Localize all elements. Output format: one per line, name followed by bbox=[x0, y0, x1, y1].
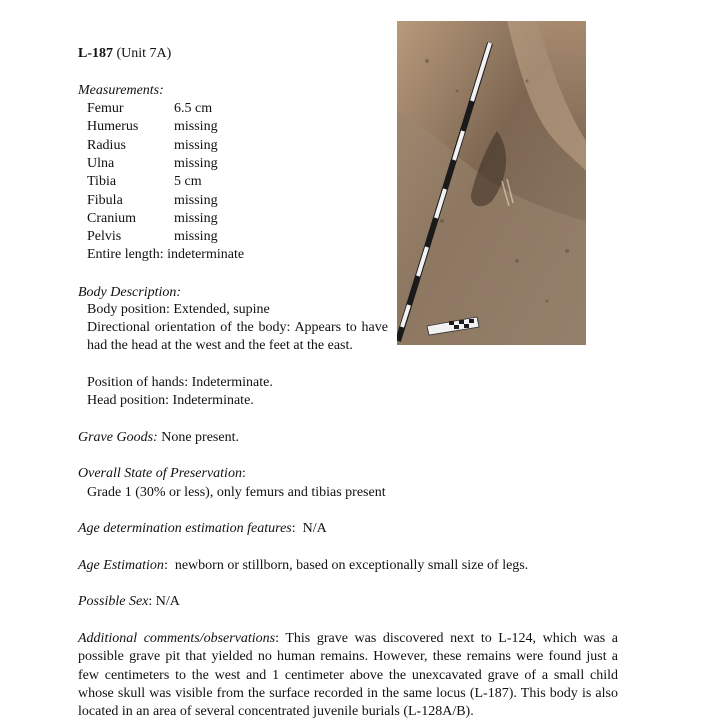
measurement-bone: Ulna bbox=[87, 156, 115, 171]
age-features-label: Age determination estimation features bbox=[78, 521, 292, 536]
measurement-value: 6.5 cm bbox=[174, 101, 213, 116]
head-position: Head position: Indeterminate. bbox=[87, 393, 254, 408]
locus-id: L-187 bbox=[78, 46, 113, 61]
unit-label: (Unit 7A) bbox=[116, 46, 172, 61]
preservation-value: Grade 1 (30% or less), only femurs and tibias present bbox=[87, 485, 386, 500]
comments-label: Additional comments/observations bbox=[78, 631, 276, 646]
grave-goods-label: Grave Goods: bbox=[78, 430, 158, 445]
age-estimation bbox=[78, 557, 528, 575]
age-estimation-value: : newborn or stillborn, based on exceptionally small size of legs. bbox=[163, 558, 529, 573]
measurement-value: missing bbox=[174, 138, 218, 153]
measurements-heading: Measurements: bbox=[78, 83, 164, 98]
preservation-colon: : bbox=[241, 466, 246, 481]
measurement-bone: Humerus bbox=[87, 119, 139, 134]
measurement-bone: Fibula bbox=[87, 193, 123, 208]
possible-sex bbox=[78, 593, 180, 611]
hands-position: Position of hands: Indeterminate. bbox=[87, 375, 273, 390]
body-description-heading: Body Description: bbox=[78, 285, 182, 300]
possible-sex-value: : N/A bbox=[148, 594, 180, 609]
measurement-value: missing bbox=[174, 119, 218, 134]
comments-paragraph bbox=[78, 630, 618, 721]
measurement-value: missing bbox=[174, 211, 218, 226]
excavation-photo bbox=[397, 21, 586, 345]
body-position: Body position: Extended, supine bbox=[87, 302, 270, 317]
possible-sex-label: Possible Sex bbox=[78, 594, 149, 609]
grave-goods-value: None present. bbox=[157, 430, 239, 445]
measurement-value: missing bbox=[174, 193, 218, 208]
body-orientation: Directional orientation of the body: Appears to have had the head at the west and the feet at the east. bbox=[87, 320, 388, 354]
comments-value: : This grave was discovered next to L-124, which was a possible grave pit that yielded no human remains. However, these remains were found just a few centimeters to the west and 1 centimeter above the unexcavated grave of a small child whose skull was visible from the surface recorded in the same locus (L-187). This body is also located in an area of several concentrated juvenile burials (L-128A/B). bbox=[78, 631, 619, 720]
entire-length: Entire length: indeterminate bbox=[87, 247, 245, 262]
measurement-value: missing bbox=[174, 229, 218, 244]
locus-title bbox=[78, 45, 171, 63]
age-features bbox=[78, 520, 327, 538]
age-estimation-label: Age Estimation bbox=[78, 558, 164, 573]
age-features-value: : N/A bbox=[291, 521, 327, 536]
measurement-bone: Pelvis bbox=[87, 229, 122, 244]
preservation-heading bbox=[78, 465, 246, 483]
measurement-bone: Femur bbox=[87, 101, 124, 116]
measurement-bone: Tibia bbox=[87, 174, 117, 189]
measurement-value: 5 cm bbox=[174, 174, 202, 189]
grave-goods bbox=[78, 429, 239, 447]
measurement-bone: Cranium bbox=[87, 211, 136, 226]
preservation-label: Overall State of Preservation bbox=[78, 466, 242, 481]
measurement-value: missing bbox=[174, 156, 218, 171]
measurement-bone: Radius bbox=[87, 138, 126, 153]
